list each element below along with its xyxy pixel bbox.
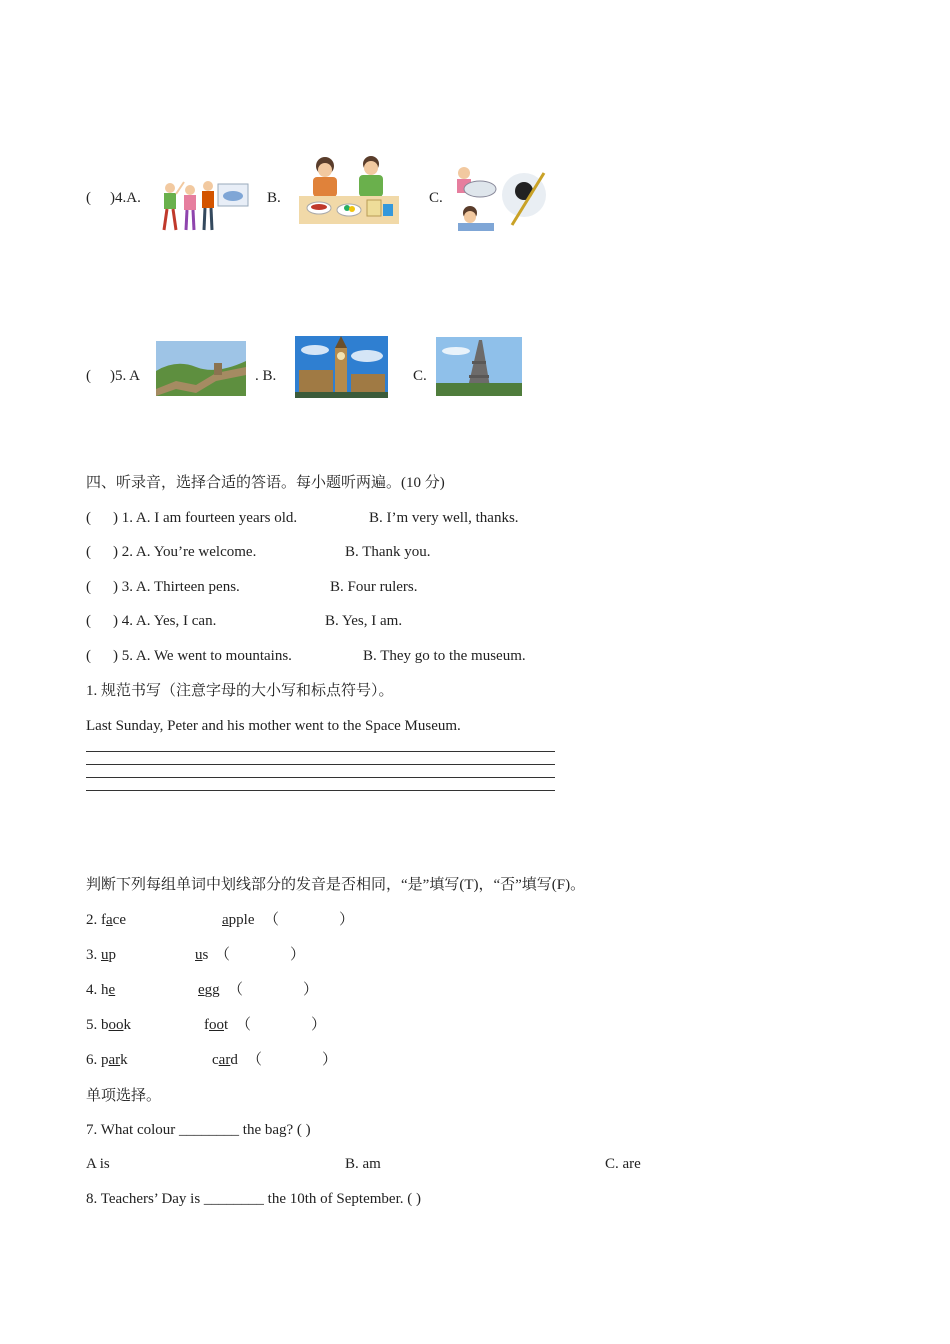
question-7: 7. What colour ________ the bag? ( ) xyxy=(86,1122,311,1138)
q5-b-label: . B. xyxy=(255,368,277,384)
q5-c-label: C. xyxy=(413,368,427,384)
phonics-answer-blank[interactable]: （ ） xyxy=(247,1052,338,1068)
phonics-instruction: 判断下列每组单词中划线部分的发音是否相同，“是”填写(T)，“否”填写(F)。 xyxy=(86,877,586,893)
s4-q3-option-b: B. Four rulers. xyxy=(330,579,418,595)
q4-number: )4.A. xyxy=(110,190,141,206)
s4-q4-option-a: ) 4. A. Yes, I can. xyxy=(113,613,217,629)
phonics-word-2: card xyxy=(212,1052,238,1068)
s4-q2-option-b: B. Thank you. xyxy=(345,544,431,560)
q5-paren: ( xyxy=(86,368,91,384)
phonics-answer-blank[interactable]: （ ） xyxy=(236,1017,327,1033)
phonics-answer-blank[interactable]: （ ） xyxy=(228,982,319,998)
writing-line-2 xyxy=(86,764,555,765)
phonics-word-2: us xyxy=(195,947,209,963)
writing-line-1 xyxy=(86,751,555,752)
s4-q1-option-a: ) 1. A. I am fourteen years old. xyxy=(113,510,298,526)
phonics-answer-blank[interactable]: （ ） xyxy=(264,912,355,928)
q7-option-a[interactable]: A is xyxy=(86,1156,110,1172)
s4-q5-paren: ( xyxy=(86,648,91,664)
s4-q1-paren: ( xyxy=(86,510,91,526)
s4-q3-option-a: ) 3. A. Thirteen pens. xyxy=(113,579,240,595)
s4-q2-option-a: ) 2. A. You’re welcome. xyxy=(113,544,257,560)
washing-brushing-image xyxy=(452,165,548,233)
q4-b-label: B. xyxy=(267,190,281,206)
phonics-word-1: 2. face xyxy=(86,912,126,928)
writing-instruction: 1. 规范书写（注意字母的大小写和标点符号）。 xyxy=(86,683,394,699)
section4-heading: 四、听录音，选择合适的答语。每小题听两遍。(10 分) xyxy=(86,475,445,491)
single-choice-heading: 单项选择。 xyxy=(86,1088,162,1104)
s4-q5-option-a: ) 5. A. We went to mountains. xyxy=(113,648,292,664)
s4-q2-paren: ( xyxy=(86,544,91,560)
q4-paren: ( xyxy=(86,190,91,206)
s4-q5-option-b: B. They go to the museum. xyxy=(363,648,526,664)
writing-line-3 xyxy=(86,777,555,778)
phonics-word-2: apple xyxy=(222,912,255,928)
q5-number: )5. A xyxy=(110,368,140,384)
family-eating-image xyxy=(297,154,401,226)
phonics-word-1: 3. up xyxy=(86,947,116,963)
big-ben-image xyxy=(295,336,388,398)
writing-line-4 xyxy=(86,790,555,791)
phonics-word-2: foot xyxy=(204,1017,229,1033)
q7-option-c[interactable]: C. are xyxy=(605,1156,641,1172)
q4-c-label: C. xyxy=(429,190,443,206)
q7-option-b[interactable]: B. am xyxy=(345,1156,381,1172)
great-wall-image xyxy=(156,341,246,396)
eiffel-tower-image xyxy=(436,337,522,396)
question-8: 8. Teachers’ Day is ________ the 10th of September. ( ) xyxy=(86,1191,421,1207)
s4-q4-paren: ( xyxy=(86,613,91,629)
writing-sentence: Last Sunday, Peter and his mother went to the Space Museum. xyxy=(86,718,461,734)
s4-q3-paren: ( xyxy=(86,579,91,595)
s4-q4-option-b: B. Yes, I am. xyxy=(325,613,403,629)
phonics-word-1: 5. book xyxy=(86,1017,131,1033)
s4-q1-option-b: B. I’m very well, thanks. xyxy=(369,510,519,526)
phonics-answer-blank[interactable]: （ ） xyxy=(215,947,306,963)
kids-exercising-image xyxy=(156,178,250,234)
phonics-word-1: 6. park xyxy=(86,1052,128,1068)
phonics-word-1: 4. he xyxy=(86,982,116,998)
phonics-word-2: egg xyxy=(198,982,220,998)
